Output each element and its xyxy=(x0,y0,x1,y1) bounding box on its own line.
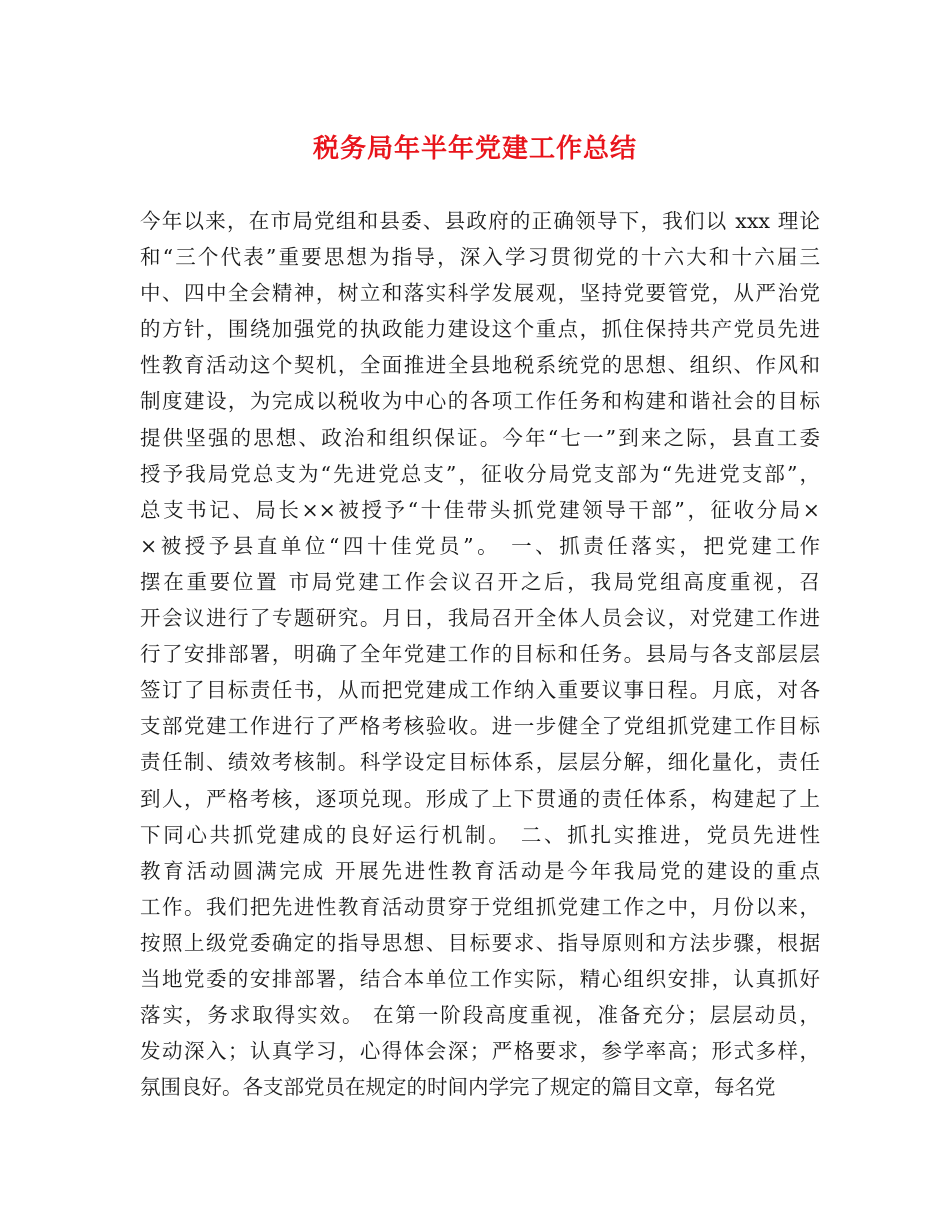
body-line: 授予我局党总支为“先进党总支”，征收分局党支部为“先进党支部”， xyxy=(140,461,820,486)
body-line: 发动深入；认真学习，心得体会深；严格要求，参学率高；形式多样， xyxy=(140,1039,820,1064)
body-line: 签订了目标责任书，从而把党建成工作纳入重要议事日程。月底，对各 xyxy=(140,678,820,703)
body-line: 教育活动圆满完成 开展先进性教育活动是今年我局党的建设的重点 xyxy=(140,858,820,883)
body-line: ×被授予县直单位“四十佳党员”。 一、抓责任落实，把党建工作 xyxy=(140,533,820,558)
body-line: 性教育活动这个契机，全面推进全县地税系统党的思想、组织、作风和 xyxy=(140,353,820,378)
body-line: 氛围良好。各支部党员在规定的时间内学完了规定的篇目文章，每名党 xyxy=(140,1075,776,1100)
body-line: 下同心共抓党建成的良好运行机制。 二、抓扎实推进，党员先进性 xyxy=(140,822,820,847)
body-line: 开会议进行了专题研究。月日，我局召开全体人员会议，对党建工作进 xyxy=(140,606,820,631)
body-line: 行了安排部署，明确了全年党建工作的目标和任务。县局与各支部层层 xyxy=(140,642,820,667)
body-line: 责任制、绩效考核制。科学设定目标体系，层层分解，细化量化，责任 xyxy=(140,750,820,775)
body-line: 支部党建工作进行了严格考核验收。进一步健全了党组抓党建工作目标 xyxy=(140,714,820,739)
body-line: 制度建设，为完成以税收为中心的各项工作任务和构建和谐社会的目标 xyxy=(140,389,820,414)
body-line: 当地党委的安排部署，结合本单位工作实际，精心组织安排，认真抓好 xyxy=(140,966,820,991)
body-line: 工作。我们把先进性教育活动贯穿于党组抓党建工作之中，月份以来， xyxy=(140,894,820,919)
body-line: 的方针，围绕加强党的执政能力建设这个重点，抓住保持共产党员先进 xyxy=(140,317,820,342)
body-line: 中、四中全会精神，树立和落实科学发展观，坚持党要管党，从严治党 xyxy=(140,281,820,306)
body-line: 提供坚强的思想、政治和组织保证。今年“七一”到来之际，县直工委 xyxy=(140,425,820,450)
body-line: 摆在重要位置 市局党建工作会议召开之后，我局党组高度重视，召 xyxy=(140,569,820,594)
document-body xyxy=(140,203,820,1105)
body-line: 今年以来，在市局党组和县委、县政府的正确领导下，我们以 xxx 理论 xyxy=(140,209,820,233)
body-line: 到人，严格考核，逐项兑现。形成了上下贯通的责任体系，构建起了上 xyxy=(140,786,820,811)
body-line: 落实，务求取得实效。 在第一阶段高度重视，准备充分；层层动员， xyxy=(140,1003,820,1028)
body-line: 和“三个代表”重要思想为指导，深入学习贯彻党的十六大和十六届三 xyxy=(140,245,820,270)
body-line: 按照上级党委确定的指导思想、目标要求、指导原则和方法步骤，根据 xyxy=(140,930,820,955)
body-line: 总支书记、局长××被授予“十佳带头抓党建领导干部”，征收分局× xyxy=(140,497,820,522)
document-title: 税务局年半年党建工作总结 xyxy=(312,134,637,164)
